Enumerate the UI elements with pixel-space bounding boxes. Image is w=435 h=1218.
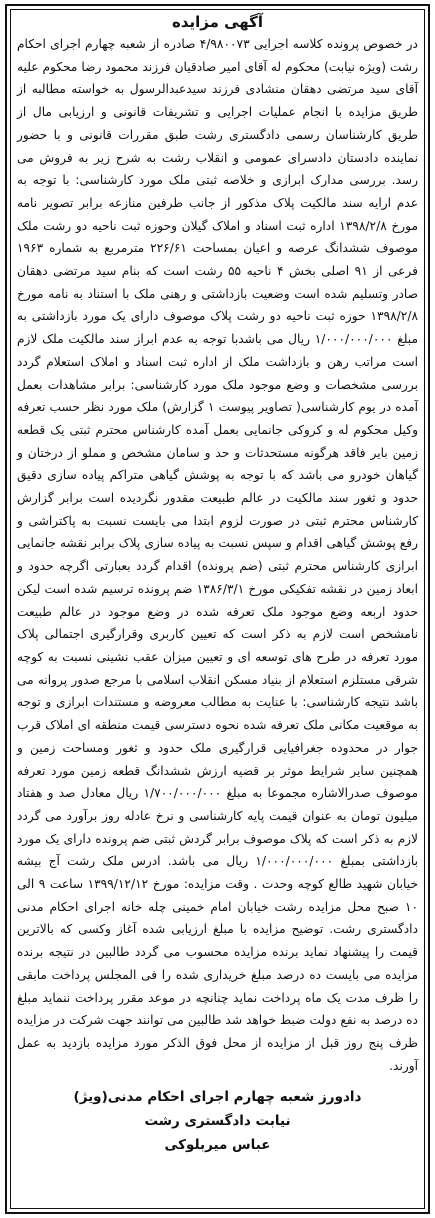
- notice-body: [17, 33, 418, 1077]
- signature-name: عباس میربلوکی: [164, 1137, 271, 1154]
- auction-notice: [5, 4, 430, 1214]
- signature-office: نیابت دادگستری رشت: [144, 1113, 291, 1130]
- notice-title: آگهی مزایده: [171, 13, 264, 31]
- notice-paragraph: در خصوص پرونده کلاسه اجرایی ۴/۹۸۰۰۷۳ صادره از شعبه چهارم اجرای احکام رشت (ویژه نیابت) محکوم له آقای امیر صادقیان فرزند محمود رضا محکوم علیه آقای سید مرتضی دهقان منشادی فرزند سیدعبدالرسول به خواسته مطالبه از طریق مزایده با انجام عملیات اجرایی و تشریفات قانونی و ارزیابی مال از طریق کارشناسان رسمی دادگستری رشت طبق مقررات قانونی و با حضور نماینده دادستان دادسرای عمومی و انقلاب رشت به شرح زیر به فروش می رسد. بررسی مدارک ابرازی و خلاصه ثبتی ملک مورد کارشناسی: با توجه به عدم ارایه سند مالکیت پلاک مذکور از جانب طرفین منازعه برابر تصویر نامه مورخ ۱۳۹۸/۲/۸ اداره ثبت اسناد و املاک گیلان وحوزه ثبت ناحیه دو رشت ملک موصوف ششدانگ عرصه و اعیان بمساحت ۲۲۶/۶۱ مترمربع به شماره ۱۹۶۳ فرعی از ۹۱ اصلی بخش ۴ ناحیه ۵۵ رشت است که بنام سید مرتضی دهقان صادر وتسلیم شده است وضعیت بازداشتی و رهنی ملک با استناد به نامه مورخ ۱۳۹۸/۲/۸ حوزه ثبت ناحیه دو رشت پلاک موصوف دارای یک مورد بازداشتی به مبلغ ۱/۰۰۰/۰۰۰/۰۰۰ ریال می باشدبا توجه به عدم ابراز سند مالکیت ملک لازم است مراتب رهن و بازداشت ملک از اداره ثبت اسناد و املاک استعلام گردد بررسی مشخصات و وضع موجود ملک مورد کارشناسی: برابر مشاهدات بعمل آمده در یوم کارشناسی( تصاویر پیوست ۱ گزارش) ملک مورد نظر حسب تعرفه وکیل محکوم له و کروکی جانمایی بعمل آمده کارشناس محترم ثبتی یک قطعه زمین بایر فاقد هرگونه مستحدثات و حد و سامان مشخص و مملو از درختان و گیاهان خودرو می باشد که با توجه به پوشش گیاهی متراکم پیاده سازی دقیق حدود و ثغور سند مالکیت در عالم طبیعت مقدور نگردیده است برابر گزارش کارشناس محترم ثبتی در صورت لزوم ابتدا می بایست نسبت به پاکتراشی و رفع پوشش گیاهی اقدام و سپس نسبت به پیاده سازی پلاک برابر نقشه جانمایی ابرازی کارشناس محترم ثبتی (ضم پرونده) اقدام گردد بعبارتی اگرچه حدود و ابعاد زمین در نقشه تفکیکی مورخ ۱۳۸۶/۳/۱ ضم پرونده ترسیم شده است لیکن حدود اربعه وضع موجود ملک تعرفه شده در وضع موجود در عالم طبیعت نامشخص است لازم به ذکر است که تعیین کاربری وقرارگیری اجتمالی پلاک مورد تعرفه در طرح های توسعه ای و تعیین میزان عقب نشینی نسبت به کوچه شرقی مستلزم استعلام از بنیاد مسکن انقلاب اسلامی با مرجع صدور پروانه می باشد نتیجه کارشناسی: با عنایت به مطالب معروضه و مستندات ابرازی و توجه به موقعیت مکانی ملک تعرفه شده نحوه دسترسی قیمت منطقه ای املاک قرب جوار در محدوده جغرافیایی قرارگیری ملک حدود و ثغور ومساحت زمین و همچنین سایر شرایط موثر بر قضیه ارزش ششدانگ قطعه زمین مورد تعرفه موصوف صدرالاشاره مجموعا به مبلغ ۱/۷۰۰/۰۰۰/۰۰۰ ریال معادل صد و هفتاد میلیون تومان به عنوان قیمت پایه کارشناسی و نرخ عادله روز برآورد می گردد لازم به ذکر است که پلاک موصوف برابر گردش ثبتی ضم پرونده دارای یک مورد بازداشتی بمبلغ ۱/۰۰۰/۰۰۰/۰۰۰ ریال می باشد. ادرس ملک رشت آج بیشه خیابان شهید طالع کوچه وحدت . وقت مزایده: مورخ ۱۳۹۹/۱۲/۱۲ ساعت ۹ الی ۱۰ صبح محل مزایده رشت خیابان امام خمینی چله خانه اجرای احکام مدنی دادگستری رشت. توضیح مزایده با مبلغ ارزیابی شده آغاز وکسی که بالاترین قیمت را پیشنهاد نماید برنده مزایده محسوب می گردد طالبین در نتیجه برنده مزایده می بایست ده درصد مبلغ خریداری شده را فی المجلس پرداخت مابقی را ظرف مدت یک ماه پرداخت نماید چنانچه در موعد مقرر پرداخت ننماید مبلغ ده درصد به نفع دولت ضبط خواهد شد طالبین می توانند جهت شرکت در مزایده ظرف پنج روز قبل از مزایده از محل فوق الذکر مورد مزایده بازدید به عمل آورند.: [17, 37, 418, 1073]
- signature-block: [17, 1085, 418, 1157]
- notice-frame: [10, 9, 425, 1209]
- signature-title: دادورز شعبه چهارم اجرای احکام مدنی(ویژ): [73, 1089, 362, 1106]
